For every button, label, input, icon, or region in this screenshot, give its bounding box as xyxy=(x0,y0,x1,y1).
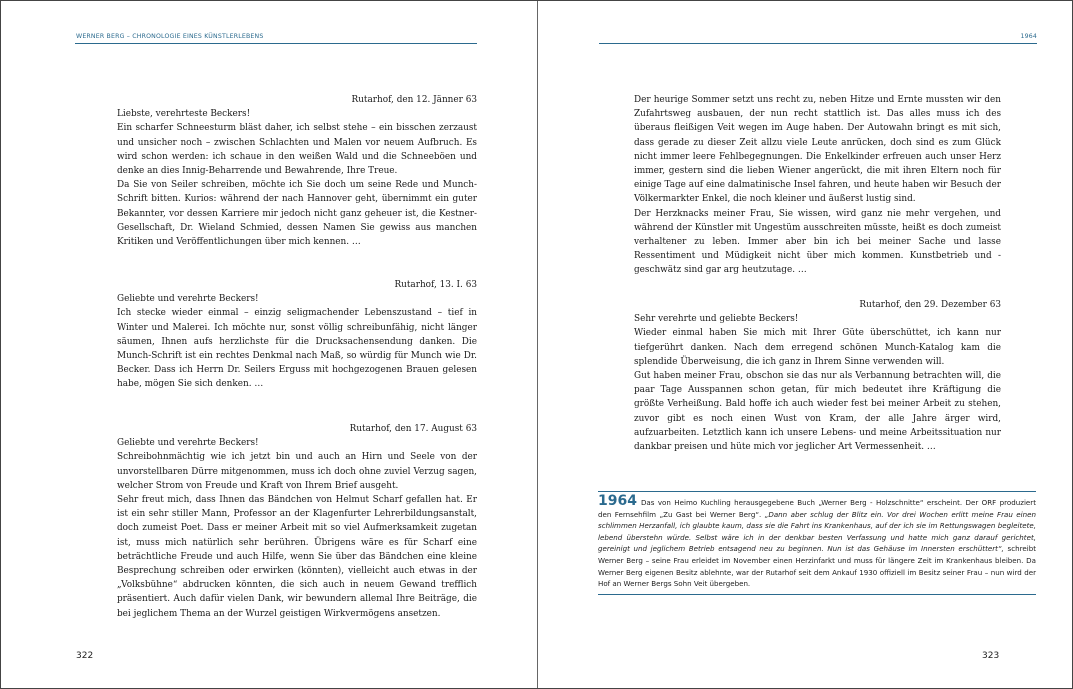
letter-paragraph: Der Herzknacks meiner Frau, Sie wissen, wird ganz nie mehr vergehen, und während der Künstler mit Ungestüm ausschreiten müsste, heißt es doch zumeist verhaltener zu leben. Immer aber bin ich bei meiner Sache und lasse Ressentiment und Müdigkeit nicht über mich kommen. Kunstbetrieb und -geschwätz sind gar arg heutzutage. … xyxy=(634,208,1001,276)
letter-paragraph: Da Sie von Seiler schreiben, möchte ich Sie doch um seine Rede und Munch-Schrift bitten. Kurios: während der nach Hannover geht, übernimmt ein guter Bekannter, vor dessen Karriere mir jedoch nicht ganz geheuer ist, die Kestner-Gesellschaft, Dr. Wieland Schmied, dessen Namen Sie gewiss aus manchen Kritiken und Veröffentlichungen über mich kennen. … xyxy=(117,180,477,248)
chronology-text: Das von Heimo Kuchling herausgegebene Buch „Werner Berg - Holzschnitte“ erscheint. Der ORF produziert den Fernsehfilm „Zu Gast bei Werner Berg“. xyxy=(598,498,1036,519)
letter-salutation: Geliebte und verehrte Beckers! xyxy=(117,294,259,305)
running-head-left: WERNER BERG – CHRONOLOGIE EINES KÜNSTLERLEBENS xyxy=(76,33,264,40)
right-page xyxy=(538,1,1072,688)
chronology-year: 1964 xyxy=(598,493,637,509)
letter-paragraph: Wieder einmal haben Sie mich mit Ihrer Güte überschüttet, ich kann nur tiefgerührt danken. Nach dem erregend schönen Munch-Katalog kam die splendide Überweisung, die ich ganz in Ihrem Sinne verwenden will. xyxy=(634,328,1001,367)
chronology-quote: „Dann aber schlug der Blitz ein. Vor drei Wochen erlitt meine Frau einen schlimmen Herzanfall, ich glaubte kaum, dass sie die Fahrt ins Krankenhaus, auf der ich sie im Rettungswagen begleitete, lebend überstehn würde. Selbst wäre ich in der denkbar besten Verfassung und hatte mich ganz darauf gerichtet, gereinigt und jeglichem Betrieb entsagend neu zu beginnen. Nun ist das Gehäuse im Innersten erschüttert“, xyxy=(598,509,1036,554)
page-number-right: 323 xyxy=(982,651,1000,661)
letter-salutation: Liebste, verehrteste Beckers! xyxy=(117,109,251,120)
letter-continuation xyxy=(634,93,1001,278)
letter-1 xyxy=(117,93,477,249)
letter-2 xyxy=(117,278,477,392)
header-rule-right xyxy=(599,43,1037,44)
letter-paragraph: Schreibohnmächtig wie ich jetzt bin und auch an Hirn und Seele von der unvorstellbaren Dürre mitgenommen, muss ich doch ohne zuviel Verzug sagen, welcher Strom von Freude und Kraft von Ihrem Brief ausgeht. xyxy=(117,452,477,491)
chronology-text: schreibt Werner Berg – seine Frau erleidet im November einen Herzinfarkt und muss für längere Zeit im Krankenhaus bleiben. Da Werner Berg eigenen Besitz ablehnte, war der Rutarhof seit dem Ankauf 1930 offiziell im Besitz seiner Frau – nun wird der Hof an Werner Bergs Sohn Veit übergeben. xyxy=(598,544,1036,589)
letter-date: Rutarhof, den 12. Jänner 63 xyxy=(351,95,477,105)
letter-paragraph: Gut haben meiner Frau, obschon sie das nur als Verbannung betrachten will, die paar Tage Ausspannen schon getan, für mich bedeutet ihre Kräftigung die größte Verheißung. Bald hoffe ich auch wieder fest bei meiner Arbeit zu stehen, zuvor gibt es noch einen Wust von Kram, der alle Jahre ärger wird, aufzuarbeiten. Letztlich kann ich unsere Lebens- und meine Arbeitssituation nur dankbar preisen und hüte mich vor jeglicher Art Vermessenheit. … xyxy=(634,371,1001,453)
running-head-right: 1964 xyxy=(1020,33,1037,40)
letter-date: Rutarhof, 13. I. 63 xyxy=(394,280,477,290)
letter-salutation: Sehr verehrte und geliebte Beckers! xyxy=(634,314,799,325)
letter-paragraph: Ein scharfer Schneesturm bläst daher, ich selbst stehe – ein bisschen zerzaust und unsicher noch – zwischen Schlachten und Malen vor neuem Aufbruch. Es wird schon werden: ich schaue in den weißen Wald und die Schneeböen und denke an dies Innig-Beharrende und Bewahrende, Ihre Treue. xyxy=(117,123,477,177)
left-page xyxy=(1,1,538,688)
chronology-note xyxy=(598,491,1036,595)
letter-date: Rutarhof, den 29. Dezember 63 xyxy=(859,300,1001,310)
letter-date: Rutarhof, den 17. August 63 xyxy=(349,424,477,434)
page-number-left: 322 xyxy=(76,651,94,661)
letter-4 xyxy=(634,298,1001,454)
letter-paragraph: Ich stecke wieder einmal – einzig seligmachender Lebenszustand – tief in Winter und Malerei. Ich möchte nur, sonst völlig schreibunfähig, nicht länger säumen, Ihnen aufs herzlichste für die Drucksachensendung danken. Die Munch-Schrift ist ein rechtes Denkmal nach Maß, so würdig für Munch wie Dr. Becker. Dass ich Herrn Dr. Seilers Erguss mit hochgezogenen Brauen gelesen habe, mögen Sie sich denken. … xyxy=(117,308,477,390)
letter-salutation: Geliebte und verehrte Beckers! xyxy=(117,438,259,449)
letter-paragraph: Sehr freut mich, dass Ihnen das Bändchen von Helmut Scharf gefallen hat. Er ist ein sehr stiller Mann, Professor an der Klagenfurter Lehrerbildungsanstalt, doch zumeist Poet. Dass er meiner Arbeit mit so viel Aufmerksamkeit zugetan ist, muss mich natürlich sehr berühren. Übrigens wäre es für Scharf eine beträchtliche Freude und auch Hilfe, wenn Sie über das Bändchen eine kleine Besprechung schreiben oder erwirken (könnten), vielleicht auch etwas in der „Volksbühne“ abdrucken könnten, die sich auch in neuem Gewand trefflich präsentiert. Auch dafür vielen Dank, wir bewundern allemal Ihre Beiträge, die bei jeglichem Thema an der Wurzel geistigen Wirkvermögens ansetzen. xyxy=(117,495,477,619)
header-rule-left xyxy=(75,43,477,44)
letter-paragraph: Der heurige Sommer setzt uns recht zu, neben Hitze und Ernte mussten wir den Zufahrtsweg ausbauen, der nun recht stattlich ist. Das alles muss ich des überaus fleißigen Veit wegen im Auge haben. Der Autowahn bringt es mit sich, dass gerade zu dieser Zeit allzu viele Leute anrücken, doch sind es zum Glück nicht immer leere Fehlbegegnungen. Die Enkelkinder erfreuen auch unser Herz immer, gestern sind die lieben Wiener angerückt, die mit ihren Eltern noch für einige Tage auf eine dalmatinische Insel fahren, und heute haben wir Besuch der Völkermarkter Enkel, die noch kleiner und äußerst lustig sind. xyxy=(634,95,1001,205)
letter-3 xyxy=(117,422,477,621)
